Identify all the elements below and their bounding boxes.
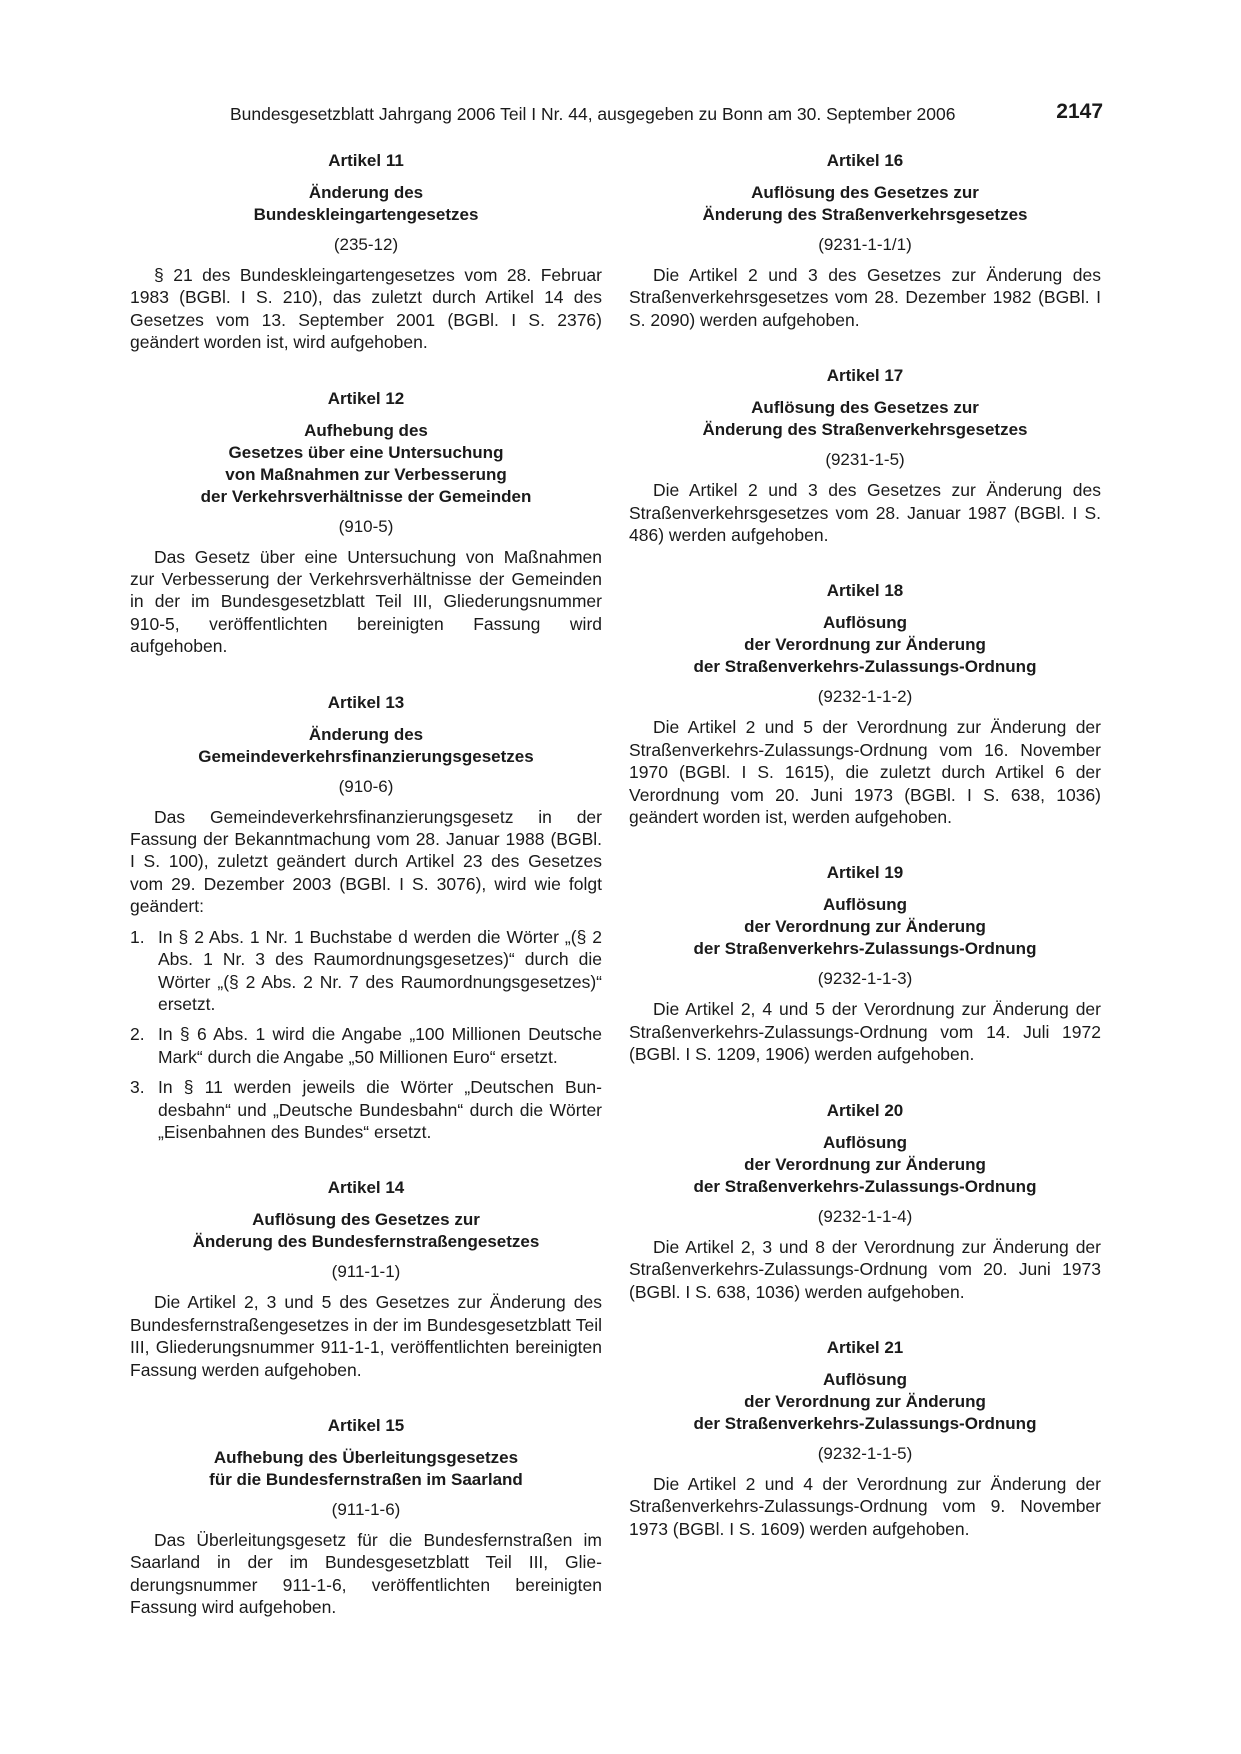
article-section: [130, 1177, 602, 1381]
article-paragraph: Die Artikel 2 und 4 der Verordnung zur Änderung der Straßenverkehrs-Zulassungs-Ordnung vom 9. November 1973 (BGBl. I S. 1609) werden aufgehoben.: [629, 1473, 1101, 1539]
article-reference: (910-6): [338, 776, 394, 796]
article-section: [629, 862, 1101, 1065]
article-section: [629, 365, 1101, 546]
article-body: [130, 264, 602, 354]
article-body: [130, 546, 602, 658]
article-reference: (9232-1-1-5): [817, 1443, 913, 1463]
article-paragraph: § 21 des Bundeskleingartengesetzes vom 28. Februar 1983 (BGBl. I S. 210), das zuletzt durch Artikel 14 des Gesetzes vom 13. September 2001 (BGBl. I S. 2376) geändert worden ist, wird aufgehoben.: [130, 265, 602, 353]
left-column: [130, 150, 602, 1653]
article-title-line: der Straßenverkehrs-Zulassungs-Ordnung: [693, 939, 1037, 959]
article-title-line: Auflösung des Gesetzes zur: [252, 1210, 480, 1230]
article-reference: (910-5): [338, 516, 394, 536]
article-section: [629, 1337, 1101, 1540]
article-reference: (911-1-1): [331, 1262, 401, 1282]
article-title-line: Auflösung: [822, 613, 908, 633]
article-section: [629, 580, 1101, 828]
article-number: Artikel 19: [826, 863, 904, 883]
article-section: [130, 692, 602, 1144]
article-title-line: Auflösung: [822, 1369, 908, 1389]
article-reference: (9232-1-1-2): [817, 687, 913, 707]
article-body: [629, 716, 1101, 828]
article-title-line: Änderung des: [308, 724, 424, 744]
article-title: [130, 724, 602, 768]
article-title-line: Auflösung: [822, 895, 908, 915]
article-title-line: der Verordnung zur Änderung: [744, 1154, 986, 1174]
article-number: Artikel 13: [327, 692, 405, 712]
article-title-line: für die Bundesfernstraßen im Saarland: [209, 1469, 523, 1489]
article-number: Artikel 17: [826, 366, 904, 386]
article-title-line: Änderung des Straßenverkehrsgesetzes: [702, 420, 1028, 440]
article-title-line: Bundeskleingartengesetzes: [253, 205, 479, 224]
amendment-list: [130, 926, 602, 1144]
page-header: [230, 102, 1103, 128]
article-section: [130, 1415, 602, 1619]
amendment-item-text: In § 2 Abs. 1 Nr. 1 Buchstabe d werden die Wörter „(§ 2 Abs. 1 Nr. 3 des Raumordnungsgesetzes)“ durch die Wörter „(§ 2 Abs. 2 Nr. 7 des Raumordnungsgesetzes)“ ersetzt.: [158, 926, 602, 1014]
article-paragraph: Die Artikel 2, 4 und 5 der Verordnung zur Änderung der Straßenverkehrs-Zulassungs-Ordnung vom 14. Juli 1972 (BGBl. I S. 1209, 1906) werden aufgehoben.: [629, 999, 1101, 1065]
article-title: [629, 894, 1101, 960]
page-number: 2147: [1056, 100, 1103, 123]
article-reference: (9232-1-1-4): [817, 1206, 913, 1226]
article-title-line: Auflösung des Gesetzes zur: [751, 398, 979, 418]
article-title-line: Änderung des Bundesfernstraßengesetzes: [192, 1232, 540, 1252]
article-title: [629, 612, 1101, 678]
article-title-line: der Straßenverkehrs-Zulassungs-Ordnung: [693, 1176, 1037, 1196]
amendment-item-number: 1.: [130, 926, 145, 947]
article-section: [629, 150, 1101, 331]
article-title-line: Aufhebung des Überleitungsgesetzes: [213, 1447, 519, 1467]
article-title-line: von Maßnahmen zur Verbesserung: [225, 464, 507, 484]
article-number: Artikel 18: [826, 581, 904, 601]
article-body: [629, 264, 1101, 331]
amendment-item-number: 2.: [130, 1024, 145, 1045]
article-title: [130, 1209, 602, 1253]
article-paragraph: Das Überleitungsgesetz für die Bundesfernstraßen im Saarland in der im Bundesgesetzblatt Teil III, Gliederungsnummer 911-1-6, veröffentlichten bereinigten Fassung wird aufgehoben.: [130, 1529, 602, 1618]
article-title-line: Änderung des Straßenverkehrsgesetzes: [702, 205, 1028, 224]
article-reference: (235-12): [333, 235, 399, 254]
article-paragraph: Die Artikel 2 und 3 des Gesetzes zur Änderung des Straßenverkehrsgesetzes vom 28. Dezember 1982 (BGBl. I S. 2090) werden aufgehoben.: [629, 265, 1101, 330]
article-number: Artikel 20: [826, 1100, 904, 1120]
article-title-line: der Verordnung zur Änderung: [744, 635, 986, 655]
article-number: Artikel 15: [327, 1415, 405, 1435]
article-title-line: Änderung des: [308, 183, 424, 202]
article-paragraph: Die Artikel 2 und 5 der Verordnung zur Änderung der Straßenverkehrs-Zulassungs-Ordnung vom 16. November 1970 (BGBl. I S. 1615), die zuletzt durch Artikel 6 der Verordnung vom 20. Juni 1973 (BGBl. I S. 638, 1036) geändert worden ist, werden aufgehoben.: [629, 717, 1101, 828]
article-title-line: Auflösung des Gesetzes zur: [751, 183, 979, 202]
article-title: [130, 1447, 602, 1491]
article-reference: (9231-1-5): [825, 450, 905, 470]
article-title: [629, 1132, 1101, 1198]
article-reference: (911-1-6): [331, 1499, 401, 1519]
article-body: [130, 1529, 602, 1619]
article-reference: (9232-1-1-3): [817, 969, 913, 989]
article-reference: (9231-1-1/1): [818, 235, 912, 254]
amendment-item: [130, 926, 602, 1016]
amendment-item-number: 3.: [130, 1077, 145, 1098]
article-title: [629, 1369, 1101, 1435]
article-title: [130, 420, 602, 508]
article-number: Artikel 12: [327, 388, 405, 408]
article-title-line: der Verordnung zur Änderung: [744, 1391, 986, 1411]
article-paragraph: Das Gemeindeverkehrsfinanzierungsgesetz in der Fassung der Bekanntmachung vom 28. Januar 1988 (BGBl. I S. 100), zuletzt geändert durch Artikel 23 des Gesetzes vom 29. Dezember 2003 (BGBl. I S. 3076), wird wie folgt geändert:: [130, 806, 602, 917]
article-title-line: Auflösung: [822, 1132, 908, 1152]
article-number: Artikel 21: [826, 1337, 904, 1357]
running-header: Bundesgesetzblatt Jahrgang 2006 Teil I Nr. 44, ausgegeben zu Bonn am 30. September 2006: [230, 104, 956, 124]
article-paragraph: Die Artikel 2, 3 und 5 des Gesetzes zur Änderung des Bundesfernstraßengesetzes in der im Bundesgesetzblatt Teil III, Gliederungsnummer 911-1-1, veröffentlichten bereinigten Fassung werden aufgehoben.: [130, 1292, 602, 1380]
article-paragraph: Die Artikel 2, 3 und 8 der Verordnung zur Änderung der Straßenverkehrs-Zulassungs-Ordnung vom 20. Juni 1973 (BGBl. I S. 638, 1036) werden aufgehoben.: [629, 1236, 1101, 1302]
article-title: [629, 397, 1101, 441]
article-body: [629, 1473, 1101, 1540]
article-number: Artikel 11: [328, 151, 404, 170]
article-section: [130, 388, 602, 658]
article-body: [629, 1236, 1101, 1303]
amendment-item-text: In § 6 Abs. 1 wird die Angabe „100 Millionen Deutsche Mark“ durch die Angabe „50 Millionen Euro“ ersetzt.: [158, 1024, 602, 1067]
article-section: [629, 1100, 1101, 1303]
article-body: [130, 1291, 602, 1381]
amendment-item-text: In § 11 werden jeweils die Wörter „Deutschen Bundesbahn“ und „Deutsche Bundesbahn“ durch die Wörter „Eisenbahnen des Bundes“ ersetzt.: [158, 1077, 602, 1142]
article-title-line: Aufhebung des: [304, 420, 428, 440]
article-body: [629, 479, 1101, 546]
article-title-line: Gesetzes über eine Untersuchung: [228, 442, 504, 462]
article-paragraph: Das Gesetz über eine Untersuchung von Maßnahmen zur Verbesserung der Verkehrsverhältnisse der Gemeinden in der im Bundesgesetzblatt Teil III, Gliederungsnummer 910-5, veröffentlichten bereinigten Fassung wird aufgehoben.: [130, 546, 602, 657]
article-title-line: der Straßenverkehrs-Zulassungs-Ordnung: [693, 1413, 1037, 1433]
article-title: [629, 182, 1101, 226]
article-title-line: der Verkehrsverhältnisse der Gemeinden: [200, 486, 532, 506]
article-title-line: Gemeindeverkehrsfinanzierungsgesetzes: [198, 746, 534, 766]
article-number: Artikel 14: [327, 1178, 405, 1198]
article-title: [130, 182, 602, 226]
article-section: [130, 150, 602, 354]
article-paragraph: Die Artikel 2 und 3 des Gesetzes zur Änderung des Straßenverkehrsgesetzes vom 28. Januar 1987 (BGBl. I S. 486) werden aufgehoben.: [629, 480, 1101, 546]
article-title-line: der Verordnung zur Änderung: [744, 917, 986, 937]
amendment-item: [130, 1076, 602, 1143]
article-body: [130, 806, 602, 918]
article-number: Artikel 16: [826, 151, 904, 170]
amendment-item: [130, 1023, 602, 1068]
article-title-line: der Straßenverkehrs-Zulassungs-Ordnung: [693, 657, 1037, 677]
article-body: [629, 998, 1101, 1065]
right-column: [629, 150, 1101, 1574]
